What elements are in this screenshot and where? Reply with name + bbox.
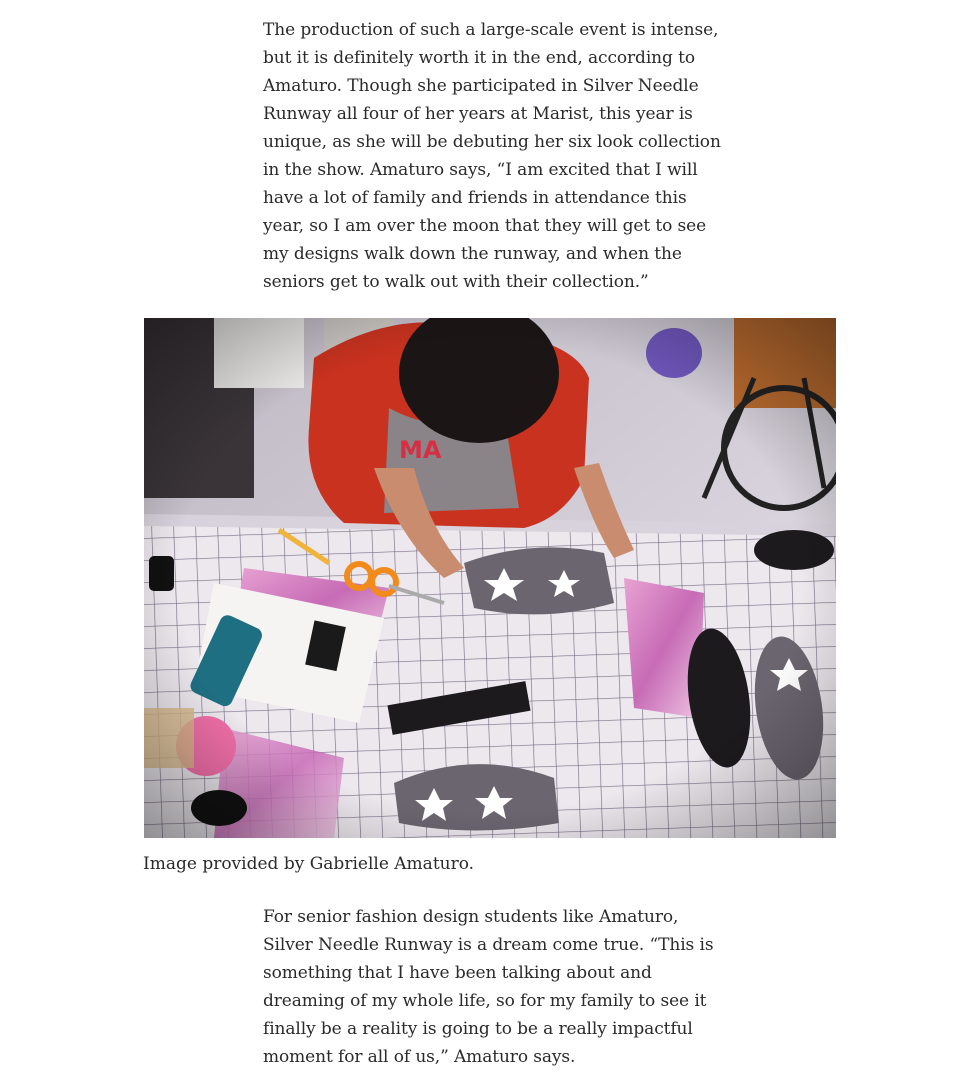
paragraph-line: my designs walk down the runway, and when the: [263, 244, 682, 264]
article-photo: [144, 318, 836, 838]
paragraph-line: The production of such a large-scale event is intense,: [263, 20, 719, 40]
paragraph-line: have a lot of family and friends in attendance this: [263, 188, 687, 208]
photo-illustration: [144, 318, 836, 838]
paragraph-line: dreaming of my whole life, so for my family to see it: [263, 991, 707, 1011]
paragraph-line: moment for all of us,” Amaturo says.: [263, 1047, 576, 1067]
photo-caption: Image provided by Gabrielle Amaturo.: [143, 854, 475, 874]
paragraph-line: finally be a reality is going to be a really impactful: [263, 1019, 693, 1039]
paragraph-line: in the show. Amaturo says, “I am excited that I will: [263, 160, 698, 180]
paragraph-line: Amaturo. Though she participated in Silver Needle: [263, 76, 699, 96]
paragraph-line: year, so I am over the moon that they will get to see: [263, 216, 707, 236]
article-paragraph: [263, 903, 723, 1071]
paragraph-line: For senior fashion design students like Amaturo,: [263, 907, 679, 927]
paragraph-line: something that I have been talking about and: [263, 963, 652, 983]
paragraph-line: unique, as she will be debuting her six look collection: [263, 132, 721, 152]
paragraph-line: but it is definitely worth it in the end, according to: [263, 48, 695, 68]
article-paragraph: [263, 16, 723, 296]
paragraph-line: seniors get to walk out with their collection.”: [263, 272, 649, 292]
paragraph-line: Silver Needle Runway is a dream come true. “This is: [263, 935, 714, 955]
paragraph-line: Runway all four of her years at Marist, this year is: [263, 104, 693, 124]
